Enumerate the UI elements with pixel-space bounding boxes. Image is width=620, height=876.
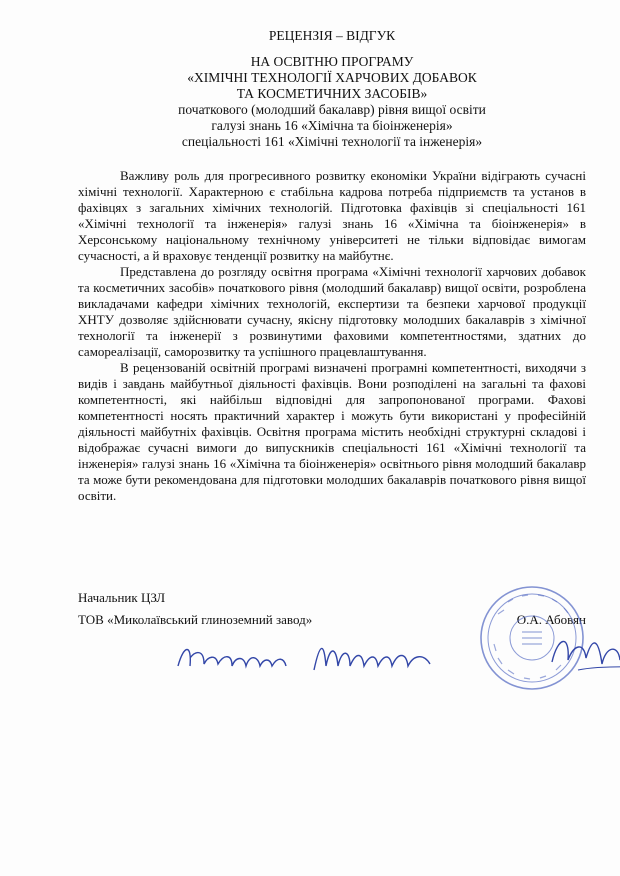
subtitle-line-1: НА ОСВІТНЮ ПРОГРАМУ <box>250 54 414 69</box>
signer-name: О.А. Абовян <box>516 612 586 627</box>
subtitle-line-6: спеціальності 161 «Хімічні технології та інженерія» <box>181 134 483 149</box>
signer-position: Начальник ЦЗЛ <box>78 590 166 605</box>
document-subtitle-block <box>78 54 586 150</box>
document-title: РЕЦЕНЗІЯ – ВІДГУК <box>268 28 396 43</box>
subtitle-line-5: галузі знань 16 «Хімічна та біоінженерія» <box>211 118 453 133</box>
subtitle-line-3: ТА КОСМЕТИЧНИХ ЗАСОБІВ» <box>236 86 428 101</box>
paragraph-3: В рецензованій освітній програмі визначені програмні компетентності, виходячи з видів і завдань майбутньої діяльності фахівців. Вони розподілені на загальні та фахові компетентності, які найбільш відповідні для запропонованої програми. Фахові компетентності носять практичний характер і можуть бути використані у професійній діяльності майбутніх фахівців. Освітня програма містить необхідні структурні складові і відображає сучасні вимоги до випускників спеціальності 161 «Хімічні технології та інженерія» галузі знань 16 «Хімічна та біоінженерія» освітнього рівня молодший бакалавр та може бути рекомендована для підготовки молодших бакалаврів початкового рівня вищої освіти. <box>78 360 586 503</box>
handwritten-signature-right <box>548 626 620 676</box>
subtitle-line-4: початкового (молодший бакалавр) рівня вищої освіти <box>178 102 486 117</box>
paragraph-2: Представлена до розгляду освітня програма «Хімічні технології харчових добавок та косметичних засобів» початкового рівня (молодший бакалавр) вищої освіти, розроблена викладачами кафедри хімічних технологій, експертизи та безпеки харчової продукції ХНТУ дозволяє здійснювати сучасну, якісну підготовку молодших бакалаврів з хімічної технології та інженерії з розвинутими фаховими компетентностями, здатних до самореалізації, саморозвитку та успішного працевлаштування. <box>78 264 586 359</box>
handwritten-signature-left <box>174 636 444 678</box>
subtitle-line-2: «ХІМІЧНІ ТЕХНОЛОГІЇ ХАРЧОВИХ ДОБАВОК <box>187 70 477 85</box>
paragraph-1: Важливу роль для прогресивного розвитку економіки України відіграють сучасні хімічні технології. Характерною є стабільна кадрова потреба підприємств та установ в фахівцях з загальних хімічних технологій. Підготовка фахівців зі спеціальності 161 «Хімічні технології та інженерія» галузі знань 16 «Хімічна та біоінженерія» в Херсонському національному технічному університеті не тільки відповідає вимогам сучасності, а й враховує тенденції розвитку на майбутнє. <box>78 168 586 263</box>
signer-organization: ТОВ «Миколаївський глиноземний завод» <box>78 612 313 627</box>
document-body <box>78 168 586 504</box>
